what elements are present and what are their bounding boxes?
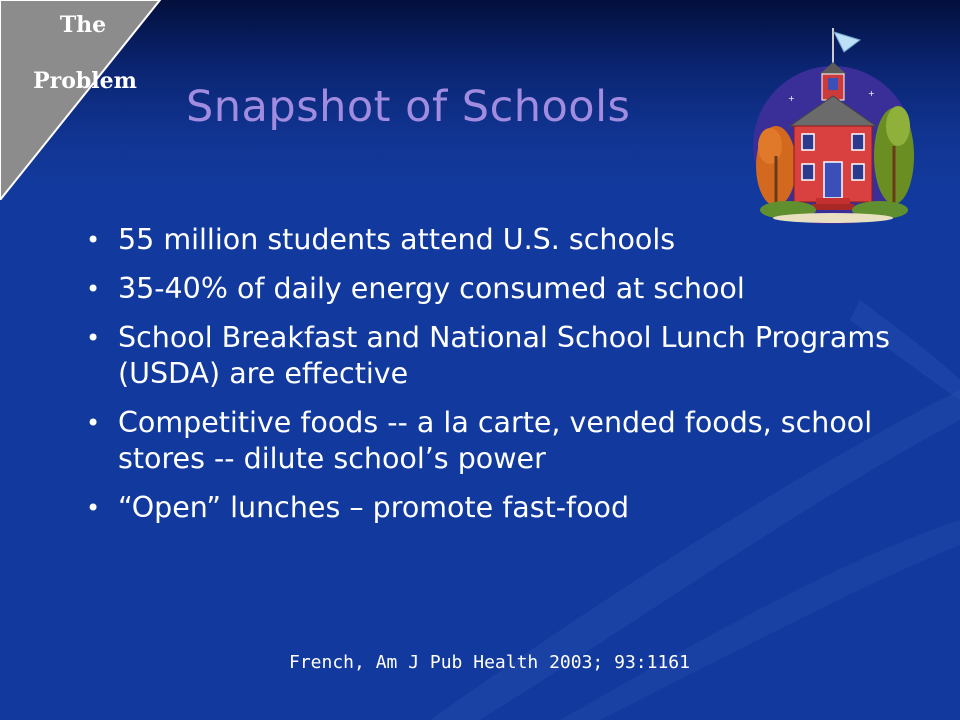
slide-title: Snapshot of Schools	[186, 82, 631, 132]
bullet-item	[84, 222, 914, 258]
bullet-item	[84, 490, 914, 526]
bullet-dot: •	[86, 409, 101, 437]
corner-tab-line2: Problem	[33, 68, 137, 94]
bullet-dot: •	[86, 494, 101, 522]
svg-text:+: +	[868, 89, 875, 98]
schoolhouse-icon	[748, 26, 918, 224]
bullet-item	[84, 320, 914, 392]
bullet-item	[84, 271, 914, 307]
bullet-item	[84, 405, 914, 477]
bullet-text: 55 million students attend U.S. schools	[118, 223, 676, 256]
citation: French, Am J Pub Health 2003; 93:1161	[289, 652, 690, 673]
bullet-text: 35-40% of daily energy consumed at school	[118, 272, 745, 305]
bullet-dot: •	[86, 275, 101, 303]
svg-text:+: +	[788, 94, 795, 103]
bullet-dot: •	[86, 226, 101, 254]
bullet-list	[84, 222, 914, 539]
bullet-text: “Open” lunches – promote fast-food	[118, 491, 630, 524]
bullet-dot: •	[86, 324, 101, 352]
bullet-text: Competitive foods -- a la carte, vended foods, school stores -- dilute school’s power	[118, 406, 873, 475]
corner-tab-line1: The	[59, 12, 107, 38]
bullet-text: School Breakfast and National School Lunch Programs (USDA) are effective	[118, 321, 890, 390]
